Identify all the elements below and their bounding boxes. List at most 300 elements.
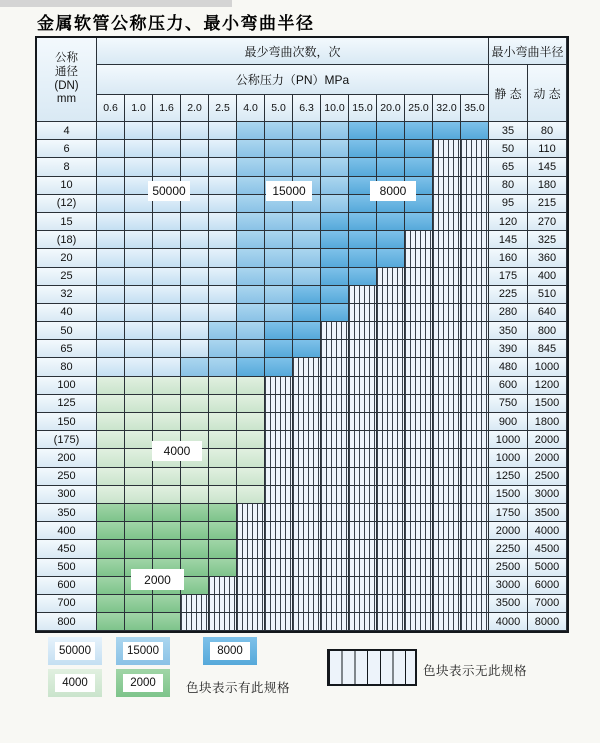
spec-cell-b1	[153, 158, 181, 176]
spec-cell-g1	[181, 413, 209, 431]
spec-cell-b1	[209, 249, 237, 267]
static-cell: 3500	[489, 595, 528, 613]
spec-cell-b1	[181, 340, 209, 358]
spec-cell-x	[265, 504, 293, 522]
spec-cell-x	[293, 577, 321, 595]
legend-swatch-label: 50000	[55, 642, 95, 660]
spec-cell-b1	[153, 304, 181, 322]
spec-cell-x	[181, 613, 209, 631]
spec-cell-x	[265, 377, 293, 395]
spec-cell-x	[433, 249, 461, 267]
spec-cell-g1	[209, 486, 237, 504]
spec-cell-b3	[349, 140, 377, 158]
spec-cell-x	[377, 595, 405, 613]
spec-cell-b3	[461, 122, 489, 140]
dynamic-cell: 3000	[528, 486, 567, 504]
header-pressure-value: 32.0	[433, 95, 461, 122]
spec-cell-x	[377, 304, 405, 322]
spec-cell-x	[461, 377, 489, 395]
spec-cell-b2	[237, 122, 265, 140]
spec-cell-b1	[125, 158, 153, 176]
dynamic-cell: 360	[528, 249, 567, 267]
static-cell: 750	[489, 395, 528, 413]
spec-cell-x	[293, 540, 321, 558]
spec-cell-x	[349, 340, 377, 358]
dn-cell: 300	[37, 486, 97, 504]
spec-cell-x	[293, 431, 321, 449]
header-dn-line-2: (DN)	[54, 79, 79, 92]
spec-cell-x	[433, 559, 461, 577]
spec-cell-b3	[349, 122, 377, 140]
spec-cell-x	[349, 559, 377, 577]
spec-cell-g1	[97, 377, 125, 395]
spec-cell-b2	[181, 358, 209, 376]
spec-cell-b1	[209, 177, 237, 195]
spec-cell-g1	[97, 431, 125, 449]
spec-cell-g1	[153, 413, 181, 431]
spec-cell-b2	[293, 140, 321, 158]
spec-cell-x	[321, 413, 349, 431]
spec-cell-x	[237, 559, 265, 577]
spec-cell-x	[293, 522, 321, 540]
spec-cell-x	[293, 595, 321, 613]
dynamic-cell: 4500	[528, 540, 567, 558]
spec-cell-x	[461, 158, 489, 176]
spec-cell-x	[237, 613, 265, 631]
spec-cell-b1	[209, 213, 237, 231]
spec-cell-x	[433, 340, 461, 358]
spec-cell-x	[237, 577, 265, 595]
spec-cell-x	[377, 559, 405, 577]
spec-cell-x	[377, 577, 405, 595]
spec-cell-x	[349, 395, 377, 413]
spec-cell-x	[321, 559, 349, 577]
spec-cell-x	[349, 468, 377, 486]
spec-cell-b3	[405, 158, 433, 176]
dynamic-cell: 510	[528, 286, 567, 304]
dn-cell: 450	[37, 540, 97, 558]
spec-cell-b1	[97, 195, 125, 213]
spec-cell-b3	[293, 304, 321, 322]
dn-cell: 250	[37, 468, 97, 486]
dn-cell: (18)	[37, 231, 97, 249]
spec-cell-g2	[209, 540, 237, 558]
dynamic-cell: 7000	[528, 595, 567, 613]
spec-cell-x	[405, 540, 433, 558]
spec-cell-b2	[237, 140, 265, 158]
spec-cell-b3	[321, 268, 349, 286]
spec-cell-b1	[125, 268, 153, 286]
spec-cell-b1	[181, 140, 209, 158]
spec-cell-b3	[349, 231, 377, 249]
spec-cell-b1	[97, 177, 125, 195]
header-pressure-value: 25.0	[405, 95, 433, 122]
spec-cell-x	[433, 577, 461, 595]
spec-cell-x	[461, 304, 489, 322]
spec-cell-x	[461, 486, 489, 504]
dn-cell: 350	[37, 504, 97, 522]
dynamic-cell: 5000	[528, 559, 567, 577]
spec-cell-g2	[153, 522, 181, 540]
spec-cell-x	[321, 340, 349, 358]
spec-cell-b1	[97, 122, 125, 140]
header-pressure-value: 10.0	[321, 95, 349, 122]
spec-cell-b1	[97, 231, 125, 249]
spec-cell-g2	[97, 577, 125, 595]
spec-cell-x	[237, 522, 265, 540]
spec-cell-b3	[293, 340, 321, 358]
spec-cell-x	[293, 468, 321, 486]
static-cell: 95	[489, 195, 528, 213]
static-cell: 50	[489, 140, 528, 158]
dn-cell: 50	[37, 322, 97, 340]
spec-cell-x	[461, 595, 489, 613]
spec-cell-x	[433, 286, 461, 304]
spec-cell-b3	[321, 286, 349, 304]
spec-table	[35, 36, 569, 633]
spec-cell-b3	[377, 213, 405, 231]
spec-cell-g1	[97, 486, 125, 504]
spec-cell-x	[321, 613, 349, 631]
spec-cell-b1	[97, 140, 125, 158]
header-pressure-value: 0.6	[97, 95, 125, 122]
header-pressure-value: 6.3	[293, 95, 321, 122]
spec-cell-x	[377, 522, 405, 540]
spec-cell-b1	[209, 140, 237, 158]
spec-cell-x	[265, 577, 293, 595]
spec-cell-g1	[181, 468, 209, 486]
spec-cell-g1	[125, 377, 153, 395]
page-title: 金属软管公称压力、最小弯曲半径	[37, 14, 315, 34]
static-cell: 120	[489, 213, 528, 231]
spec-cell-g2	[97, 559, 125, 577]
spec-cell-g1	[209, 377, 237, 395]
static-cell: 1750	[489, 504, 528, 522]
spec-cell-b1	[125, 322, 153, 340]
legend-swatch-4000	[48, 669, 102, 697]
spec-cell-b2	[265, 249, 293, 267]
scan-edge-artifact	[0, 0, 232, 7]
static-cell: 145	[489, 231, 528, 249]
spec-cell-b1	[181, 213, 209, 231]
spec-cell-g2	[209, 504, 237, 522]
spec-cell-b2	[293, 231, 321, 249]
spec-cell-g1	[153, 468, 181, 486]
spec-cell-b1	[209, 122, 237, 140]
static-cell: 4000	[489, 613, 528, 631]
spec-cell-x	[293, 413, 321, 431]
spec-cell-x	[293, 395, 321, 413]
spec-cell-b1	[153, 358, 181, 376]
spec-cell-b1	[181, 268, 209, 286]
header-pressure-value: 1.6	[153, 95, 181, 122]
spec-cell-x	[405, 304, 433, 322]
dn-cell: 15	[37, 213, 97, 231]
dynamic-cell: 6000	[528, 577, 567, 595]
legend-swatch-label: 4000	[55, 674, 95, 692]
dynamic-cell: 2000	[528, 449, 567, 467]
spec-cell-b1	[153, 322, 181, 340]
spec-cell-x	[377, 377, 405, 395]
dynamic-cell: 325	[528, 231, 567, 249]
spec-cell-b1	[97, 268, 125, 286]
region-label-2000: 2000	[131, 569, 184, 590]
spec-cell-x	[321, 486, 349, 504]
spec-cell-b2	[321, 158, 349, 176]
spec-cell-x	[377, 613, 405, 631]
spec-cell-x	[461, 449, 489, 467]
spec-cell-x	[349, 595, 377, 613]
spec-cell-x	[349, 504, 377, 522]
spec-cell-g1	[209, 468, 237, 486]
spec-cell-x	[265, 486, 293, 504]
spec-cell-b1	[181, 122, 209, 140]
spec-cell-x	[433, 449, 461, 467]
spec-cell-g1	[237, 449, 265, 467]
header-static: 静 态	[489, 65, 528, 122]
spec-cell-g1	[153, 377, 181, 395]
spec-cell-g2	[209, 559, 237, 577]
spec-cell-g2	[209, 522, 237, 540]
spec-cell-x	[405, 504, 433, 522]
spec-cell-b3	[433, 122, 461, 140]
spec-cell-x	[433, 195, 461, 213]
dynamic-cell: 845	[528, 340, 567, 358]
spec-cell-x	[461, 249, 489, 267]
spec-cell-g1	[125, 431, 153, 449]
header-min-radius: 最小弯曲半径	[489, 38, 567, 65]
dn-cell: 8	[37, 158, 97, 176]
spec-cell-x	[405, 358, 433, 376]
spec-cell-x	[377, 340, 405, 358]
spec-cell-g2	[181, 522, 209, 540]
spec-cell-b1	[181, 249, 209, 267]
spec-cell-x	[237, 504, 265, 522]
dynamic-cell: 270	[528, 213, 567, 231]
spec-cell-x	[237, 595, 265, 613]
spec-cell-b1	[97, 213, 125, 231]
dynamic-cell: 110	[528, 140, 567, 158]
spec-cell-b1	[209, 158, 237, 176]
spec-cell-b3	[405, 122, 433, 140]
region-label-15000: 15000	[266, 181, 312, 201]
spec-cell-x	[349, 613, 377, 631]
spec-cell-x	[405, 413, 433, 431]
spec-cell-x	[377, 268, 405, 286]
spec-cell-x	[321, 522, 349, 540]
spec-cell-x	[405, 322, 433, 340]
spec-cell-x	[321, 504, 349, 522]
spec-cell-x	[349, 413, 377, 431]
spec-cell-x	[461, 177, 489, 195]
spec-cell-b1	[153, 249, 181, 267]
spec-cell-g1	[237, 413, 265, 431]
spec-cell-b2	[237, 213, 265, 231]
static-cell: 65	[489, 158, 528, 176]
spec-cell-b3	[377, 249, 405, 267]
spec-cell-g1	[237, 377, 265, 395]
dn-cell: 100	[37, 377, 97, 395]
spec-cell-g2	[181, 559, 209, 577]
spec-cell-x	[433, 504, 461, 522]
spec-cell-x	[461, 213, 489, 231]
legend-no-spec-text: 色块表示无此规格	[423, 664, 528, 678]
spec-cell-g2	[181, 540, 209, 558]
spec-cell-b3	[321, 213, 349, 231]
dn-cell: (175)	[37, 431, 97, 449]
spec-cell-b2	[209, 358, 237, 376]
spec-cell-x	[405, 286, 433, 304]
static-cell: 390	[489, 340, 528, 358]
spec-cell-g1	[209, 431, 237, 449]
spec-cell-b2	[265, 286, 293, 304]
spec-cell-b1	[153, 231, 181, 249]
spec-cell-g1	[237, 486, 265, 504]
spec-cell-b1	[97, 249, 125, 267]
spec-cell-x	[293, 559, 321, 577]
dynamic-cell: 1000	[528, 358, 567, 376]
spec-cell-b1	[153, 140, 181, 158]
spec-cell-x	[349, 577, 377, 595]
spec-cell-g1	[181, 395, 209, 413]
spec-cell-g2	[153, 540, 181, 558]
spec-cell-b2	[321, 177, 349, 195]
spec-cell-b1	[125, 213, 153, 231]
spec-cell-b1	[153, 286, 181, 304]
spec-cell-x	[461, 522, 489, 540]
spec-cell-b2	[293, 122, 321, 140]
spec-cell-b3	[265, 322, 293, 340]
spec-cell-b1	[181, 304, 209, 322]
spec-cell-g1	[153, 395, 181, 413]
spec-cell-b1	[125, 286, 153, 304]
spec-cell-x	[265, 468, 293, 486]
spec-cell-x	[461, 358, 489, 376]
spec-cell-b1	[181, 231, 209, 249]
spec-cell-g2	[125, 540, 153, 558]
dn-cell: 25	[37, 268, 97, 286]
static-cell: 600	[489, 377, 528, 395]
legend-no-spec-swatch	[327, 649, 417, 686]
spec-cell-x	[349, 377, 377, 395]
spec-cell-x	[433, 231, 461, 249]
spec-cell-b1	[125, 358, 153, 376]
spec-cell-x	[181, 595, 209, 613]
spec-cell-b3	[237, 358, 265, 376]
legend-swatch-2000	[116, 669, 170, 697]
header-pressure-value: 1.0	[125, 95, 153, 122]
spec-cell-x	[377, 468, 405, 486]
spec-cell-b2	[293, 268, 321, 286]
spec-cell-x	[461, 577, 489, 595]
spec-cell-x	[405, 431, 433, 449]
spec-cell-x	[433, 613, 461, 631]
spec-cell-x	[377, 358, 405, 376]
header-pressure-value: 2.0	[181, 95, 209, 122]
static-cell: 80	[489, 177, 528, 195]
spec-cell-b3	[293, 322, 321, 340]
spec-cell-x	[265, 413, 293, 431]
spec-cell-b3	[265, 340, 293, 358]
spec-cell-b3	[377, 158, 405, 176]
spec-cell-b1	[153, 268, 181, 286]
spec-cell-x	[293, 449, 321, 467]
spec-cell-x	[349, 304, 377, 322]
spec-cell-x	[461, 504, 489, 522]
header-pressure-value: 4.0	[237, 95, 265, 122]
spec-cell-b1	[209, 195, 237, 213]
dn-cell: 20	[37, 249, 97, 267]
spec-cell-x	[405, 377, 433, 395]
spec-cell-b2	[237, 322, 265, 340]
spec-cell-x	[349, 358, 377, 376]
spec-cell-b2	[237, 249, 265, 267]
spec-cell-x	[209, 613, 237, 631]
spec-cell-b2	[265, 213, 293, 231]
static-cell: 1500	[489, 486, 528, 504]
static-cell: 225	[489, 286, 528, 304]
spec-cell-x	[377, 540, 405, 558]
dn-cell: 125	[37, 395, 97, 413]
spec-cell-x	[293, 504, 321, 522]
spec-cell-x	[433, 358, 461, 376]
header-dn-line-1: 通径	[55, 65, 78, 78]
spec-cell-x	[405, 395, 433, 413]
dynamic-cell: 400	[528, 268, 567, 286]
spec-cell-b2	[265, 122, 293, 140]
spec-cell-x	[321, 540, 349, 558]
spec-cell-b3	[377, 231, 405, 249]
spec-cell-g2	[125, 504, 153, 522]
spec-cell-b1	[125, 140, 153, 158]
spec-cell-x	[461, 468, 489, 486]
spec-cell-b1	[97, 158, 125, 176]
spec-cell-x	[321, 322, 349, 340]
spec-cell-g2	[125, 613, 153, 631]
spec-cell-b3	[349, 158, 377, 176]
region-label-50000: 50000	[148, 181, 190, 201]
dynamic-cell: 800	[528, 322, 567, 340]
spec-cell-b1	[209, 286, 237, 304]
spec-cell-g2	[125, 522, 153, 540]
spec-cell-x	[405, 595, 433, 613]
legend-swatch-label: 8000	[210, 642, 250, 660]
static-cell: 35	[489, 122, 528, 140]
static-cell: 900	[489, 413, 528, 431]
spec-cell-x	[265, 540, 293, 558]
spec-cell-x	[265, 431, 293, 449]
header-pressure-value: 2.5	[209, 95, 237, 122]
dynamic-cell: 215	[528, 195, 567, 213]
spec-cell-x	[433, 468, 461, 486]
spec-cell-x	[433, 177, 461, 195]
spec-cell-b1	[181, 158, 209, 176]
spec-cell-g1	[97, 468, 125, 486]
spec-cell-b2	[265, 304, 293, 322]
spec-cell-g1	[125, 413, 153, 431]
spec-cell-x	[265, 395, 293, 413]
spec-cell-g1	[125, 449, 153, 467]
static-cell: 1250	[489, 468, 528, 486]
spec-cell-x	[349, 431, 377, 449]
spec-cell-x	[405, 577, 433, 595]
spec-cell-b2	[321, 140, 349, 158]
spec-cell-b3	[377, 122, 405, 140]
spec-cell-b2	[293, 249, 321, 267]
spec-cell-g2	[181, 504, 209, 522]
dn-cell: 150	[37, 413, 97, 431]
spec-cell-g1	[237, 431, 265, 449]
